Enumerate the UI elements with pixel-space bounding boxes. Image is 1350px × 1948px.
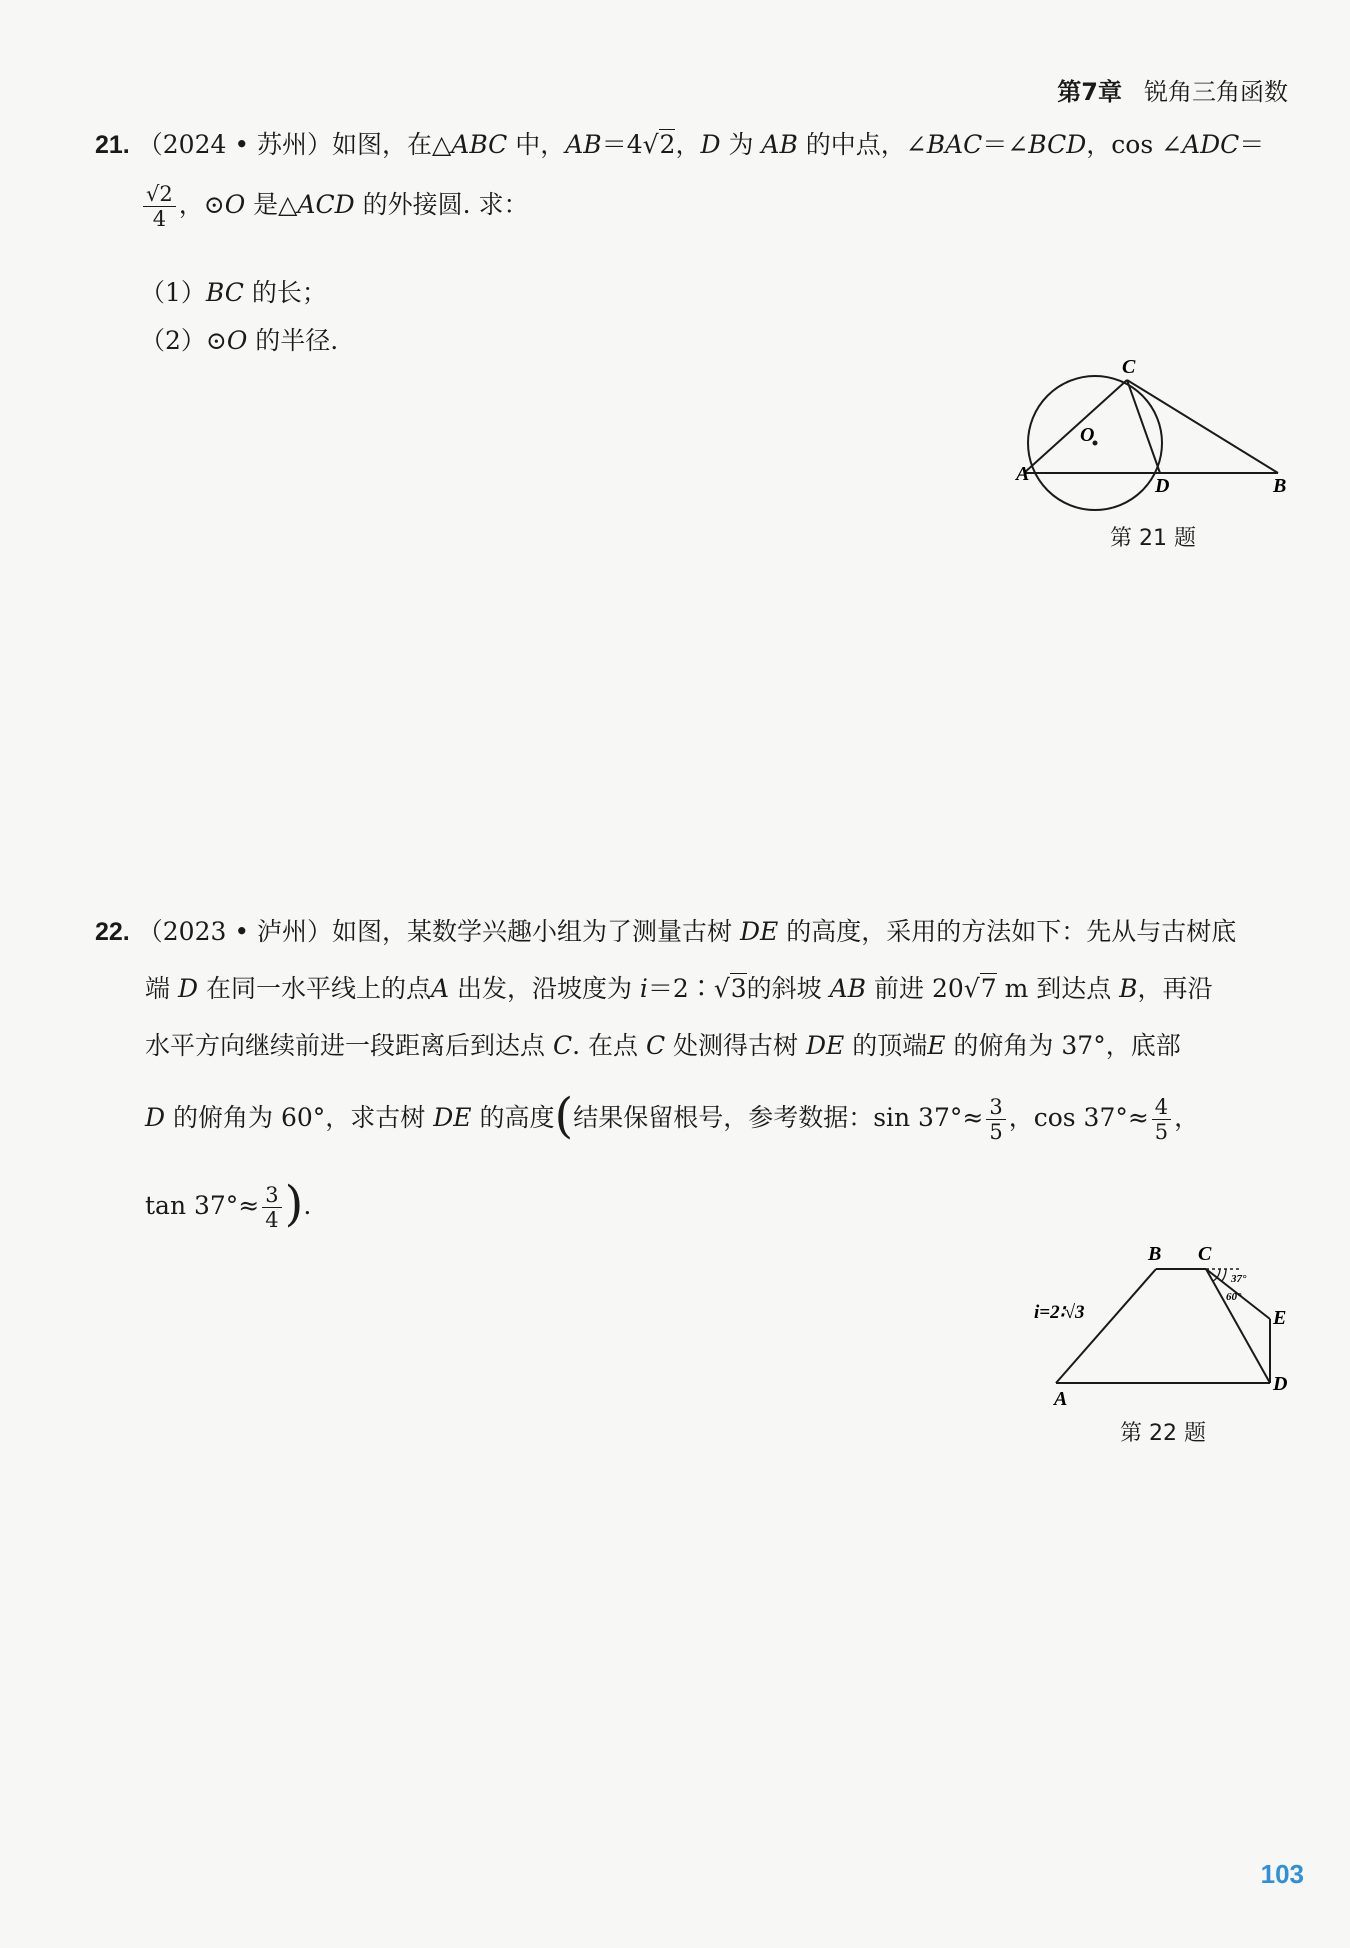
- radicand: 3: [730, 974, 747, 1003]
- text: 的高度，采用的方法如下：先从与古树底: [778, 917, 1237, 946]
- text: m 到达点: [996, 974, 1120, 1003]
- label-A: A: [1016, 463, 1030, 485]
- text: 中，: [507, 130, 566, 159]
- numerator: 3: [262, 1183, 281, 1208]
- p21-line2: [140, 178, 528, 232]
- fraction: [986, 1095, 1005, 1144]
- label-angle-37: 37°: [1231, 1273, 1247, 1285]
- figure-21: [1010, 355, 1300, 525]
- source: （2023 • 泸州）: [137, 917, 333, 946]
- denominator: 5: [989, 1120, 1003, 1144]
- page-header: [1057, 72, 1288, 107]
- label-C: C: [1122, 356, 1136, 378]
- denominator: 4: [265, 1208, 279, 1232]
- label-slope: i=2∶√3: [1034, 1302, 1085, 1323]
- numerator: 3: [986, 1095, 1005, 1120]
- var: DE: [805, 1031, 845, 1060]
- p21-question-2: [140, 314, 338, 368]
- p22-line4: [145, 1089, 1199, 1145]
- text: 处测得古树: [665, 1031, 806, 1060]
- text: 端: [145, 974, 178, 1003]
- text: 为: [720, 130, 762, 159]
- label-D: D: [1273, 1373, 1288, 1395]
- var: DE: [739, 917, 779, 946]
- source: （2024 • 苏州）: [137, 130, 333, 159]
- var: AB: [829, 974, 867, 1003]
- segment-CD: [1127, 380, 1160, 473]
- var: DE: [433, 1103, 472, 1132]
- text: ＝∠: [982, 130, 1029, 159]
- text: 在同一水平线上的点: [198, 974, 431, 1003]
- text: 水平方向继续前进一段距离后到达点: [145, 1031, 553, 1060]
- slope-AB: [1056, 1269, 1156, 1383]
- text: ，⊙: [178, 190, 225, 219]
- text: .: [303, 1191, 312, 1220]
- p21-line1: 21. （2024 • 苏州）如图，在△ABC 中，AB＝4√2，D 为 AB 的中点，∠BAC＝∠BCD，cos ∠ADC＝: [95, 130, 1265, 159]
- label-angle-60: 60°: [1226, 1291, 1242, 1303]
- text: 的半径.: [247, 326, 339, 355]
- fraction: [262, 1183, 281, 1232]
- label-D: D: [1155, 475, 1170, 497]
- label-C: C: [1198, 1243, 1212, 1265]
- text: ＝: [1239, 130, 1265, 159]
- text: ＝2∶: [647, 974, 714, 1003]
- var: D: [177, 974, 198, 1003]
- var: O: [224, 190, 246, 219]
- chapter-number: 第7章: [1057, 78, 1122, 106]
- text: 前进 20: [866, 974, 964, 1003]
- var: AB: [565, 130, 602, 159]
- text: 的斜坡: [746, 974, 830, 1003]
- var: ABC: [451, 130, 508, 159]
- text: 的俯角为 60°，求古树: [165, 1103, 434, 1132]
- text: 的中点，∠: [797, 130, 927, 159]
- var: AB: [761, 130, 798, 159]
- var: D: [145, 1103, 166, 1132]
- numerator: 4: [1152, 1095, 1171, 1120]
- label-B: B: [1148, 1243, 1162, 1265]
- var: BAC: [926, 130, 983, 159]
- angle-37-arc: [1222, 1269, 1226, 1281]
- var: i: [639, 974, 648, 1003]
- var: BC: [205, 278, 244, 307]
- text: ，再沿: [1137, 974, 1213, 1003]
- var: C: [552, 1031, 573, 1060]
- p22-line5: [145, 1177, 311, 1233]
- text: 的高度: [471, 1103, 555, 1132]
- p21-question-1: [140, 266, 327, 320]
- text: 的外接圆. 求：: [354, 190, 529, 219]
- text: 的顶端: [844, 1031, 928, 1060]
- segment-AC: [1024, 380, 1127, 473]
- text: 的长；: [243, 278, 327, 307]
- fraction: [1152, 1095, 1171, 1144]
- problem-number: 22.: [95, 918, 130, 946]
- denominator: 4: [152, 207, 167, 231]
- text: ，: [675, 130, 701, 159]
- page-number: 103: [1260, 1859, 1304, 1889]
- text: tan 37°≈: [145, 1191, 260, 1220]
- segment-CD: [1206, 1269, 1270, 1383]
- label-O: O: [1080, 424, 1095, 446]
- problem-number: 21.: [95, 131, 130, 159]
- text: . 在点: [572, 1031, 646, 1060]
- text: ，cos ∠: [1086, 130, 1183, 159]
- radicand: 7: [980, 974, 997, 1003]
- label-E: E: [1273, 1307, 1287, 1329]
- var: D: [700, 130, 721, 159]
- figure-22-caption: 第 22 题: [1120, 1421, 1206, 1446]
- radicand: 2: [659, 130, 676, 159]
- var: BCD: [1028, 130, 1087, 159]
- text: （2）⊙: [140, 326, 227, 355]
- segment-CB: [1127, 380, 1278, 473]
- p22-line3: [145, 1019, 1181, 1073]
- numerator: √2: [143, 182, 176, 207]
- text: 如图，在△: [332, 130, 452, 159]
- var: ADC: [1182, 130, 1240, 159]
- text: 出发，沿坡度为: [449, 974, 640, 1003]
- label-B: B: [1273, 475, 1287, 497]
- var: C: [645, 1031, 666, 1060]
- var: B: [1119, 974, 1138, 1003]
- text: 是△: [245, 190, 298, 219]
- fraction: [143, 182, 176, 231]
- text: 如图，某数学兴趣小组为了测量古树: [332, 917, 740, 946]
- open-paren: (: [554, 1088, 574, 1144]
- text: ，cos 37°≈: [1008, 1103, 1149, 1132]
- denominator: 5: [1154, 1120, 1169, 1144]
- chapter-title: 锐角三角函数: [1144, 78, 1288, 106]
- figure-22: [1030, 1240, 1300, 1415]
- text: ＝4: [601, 130, 643, 159]
- p22-line2: 端 D 在同一水平线上的点A 出发，沿坡度为 i＝2∶√3的斜坡 AB 前进 20√7 m 到达点 B，再沿: [145, 974, 1213, 1003]
- var: A: [430, 974, 450, 1003]
- var: O: [226, 326, 248, 355]
- var: ACD: [297, 190, 355, 219]
- figure-21-caption: 第 21 题: [1110, 526, 1196, 551]
- label-A: A: [1054, 1388, 1068, 1410]
- text: ，: [1174, 1103, 1200, 1132]
- text: （1）: [140, 278, 206, 307]
- p22-line1: [95, 905, 1236, 959]
- text: 结果保留根号，参考数据：sin 37°≈: [573, 1103, 984, 1132]
- text: 的俯角为 37°，底部: [945, 1031, 1181, 1060]
- close-paren: ): [284, 1176, 304, 1232]
- var: E: [927, 1031, 946, 1060]
